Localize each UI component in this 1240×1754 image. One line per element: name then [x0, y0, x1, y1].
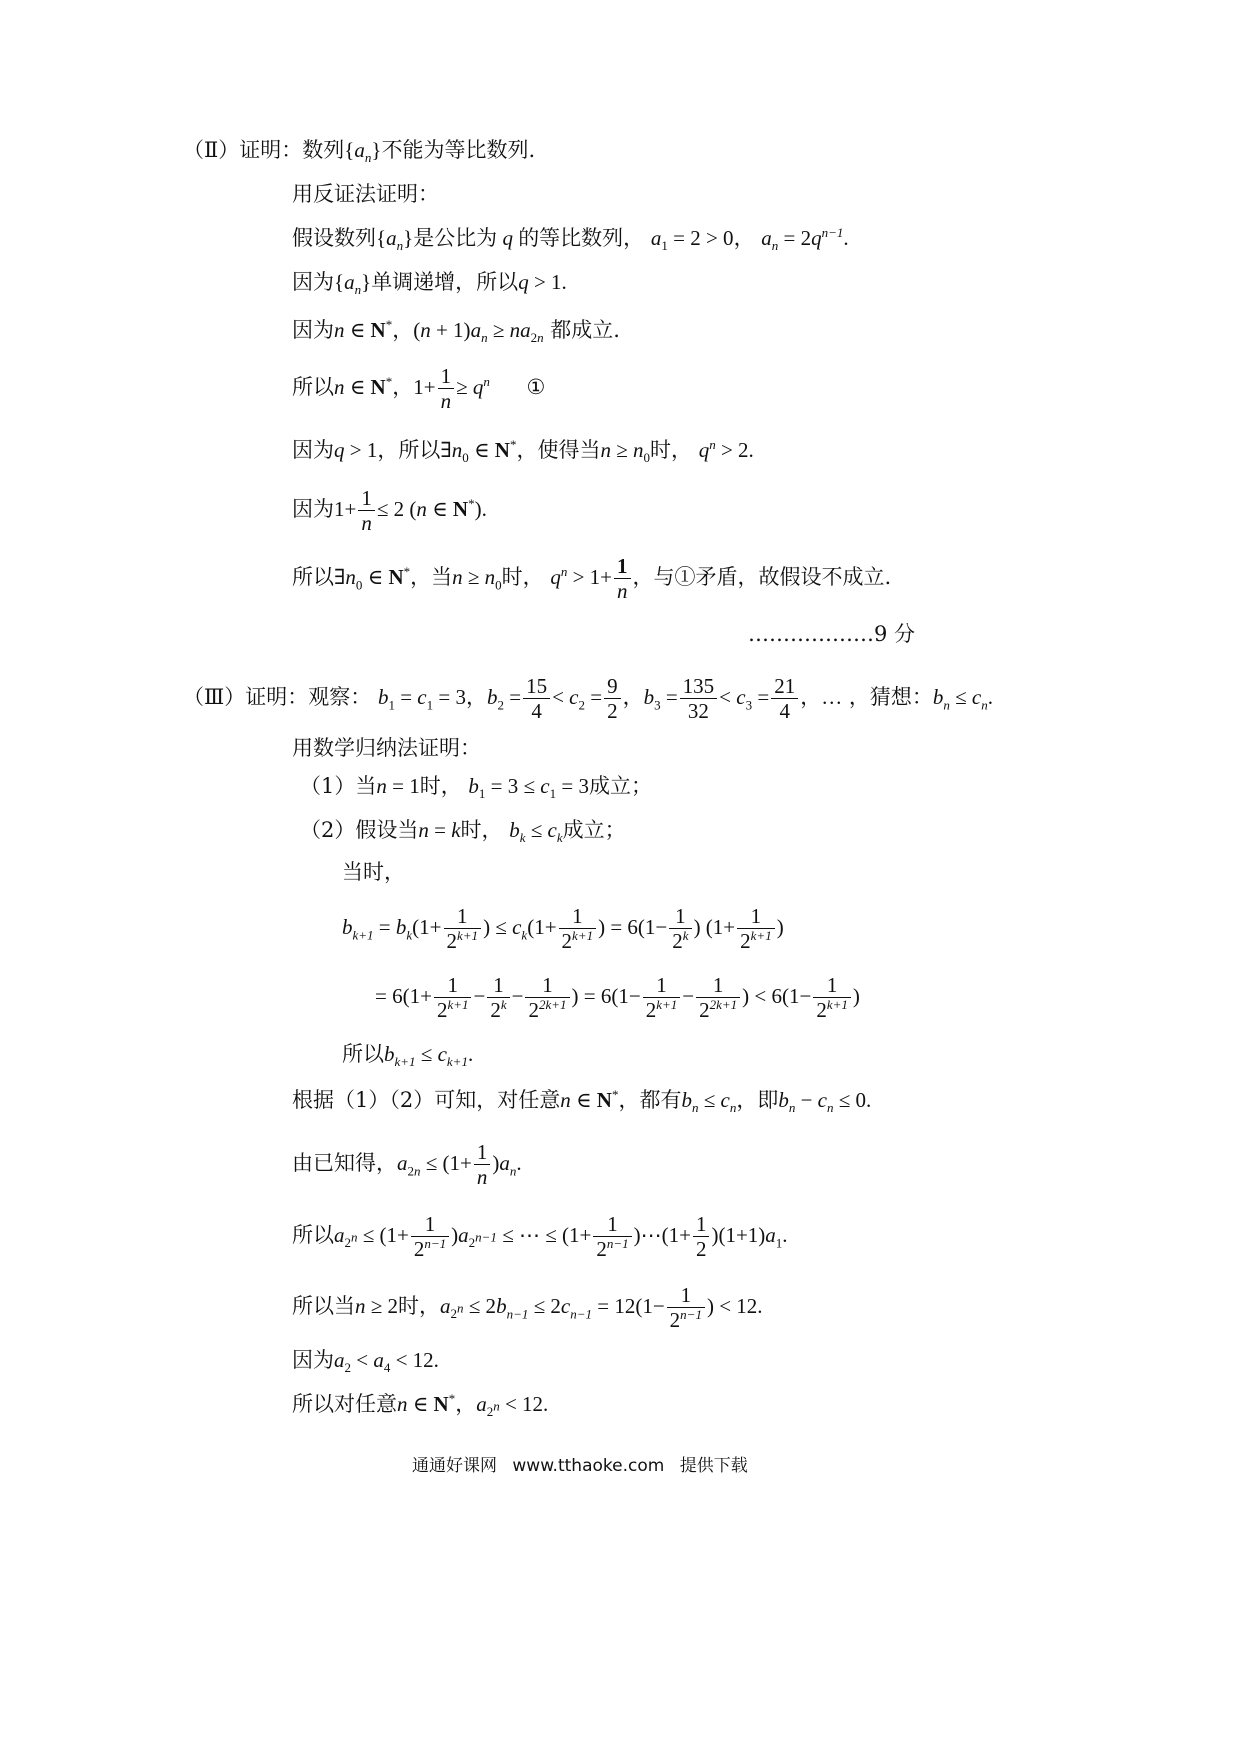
label: 根据 [292, 1088, 334, 1112]
final-line: 所以对任意n ∈ N*，$a_{2^n} < 12$. [292, 1391, 549, 1420]
label: ，当 [410, 565, 453, 590]
fraction: $\frac{1}{2^{2k+1}}$ [696, 973, 740, 1022]
label: 当 [355, 774, 377, 798]
a2a4-line: 因为$a_2 < a_4 < 12$. [292, 1348, 439, 1376]
label: 时， [650, 438, 692, 462]
label: 时， [398, 1294, 441, 1319]
label: ，都有 [618, 1088, 682, 1112]
label: 时， [419, 774, 462, 798]
label: 因为 [292, 318, 334, 342]
induction-method-line: 用数学归纳法证明： [292, 736, 481, 760]
label: 所以 [292, 565, 334, 590]
label: 因为 [292, 497, 334, 522]
label: 所以对任意 [292, 1392, 397, 1416]
label: 不能为等比数列. [381, 138, 536, 162]
label: 假设当 [355, 818, 419, 842]
part2-heading: （Ⅱ）证明：数列$\{a_n\}$不能为等比数列. [183, 138, 536, 166]
step2-line: （2）假设当n = k时， $b_k \le c_k$成立； [300, 818, 626, 846]
label: 都成立. [550, 318, 620, 342]
fraction: $\frac{1}{2^{n-1}}$ [667, 1283, 705, 1332]
fraction: $\frac{1}{2^{k+1}}$ [813, 973, 851, 1022]
exist-line: 因为q > 1，所以$\exists n_0$ ∈ N*，使得当$n \ge n_0$时， $q^n > 2$. [292, 437, 754, 466]
step1-line: （1）当n = 1时， $b_1 = 3 \le c_1 = 3$成立； [300, 774, 652, 802]
label: 的等比数列， [518, 226, 645, 250]
fraction: $\frac{1}{2^{k+1}}$ [434, 973, 472, 1022]
fraction: $\frac{1}{2^{2k+1}}$ [525, 973, 569, 1022]
fraction: $\frac{21}{4}$ [771, 674, 798, 723]
conc-line: 所以$b_{k+1} \le c_{k+1}$. [342, 1042, 474, 1070]
fraction: $\frac{1}{2^{k+1}}$ [643, 973, 681, 1022]
fraction: $\frac{1}{n}$ [438, 364, 455, 413]
label: 数列 [302, 138, 345, 162]
part-num: （Ⅱ） [183, 138, 240, 162]
assume-line: 假设数列$\{a_n\}$是公比为 q 的等比数列， $a_1 = 2 > 0$， $a_n = 2q^{n-1}$. [292, 225, 849, 254]
mono-line: 因为$\{a_n\}$单调递增，所以q > 1. [292, 270, 567, 298]
footer-url[interactable]: www.tthaoke.com [512, 1456, 665, 1476]
label: 所以 [292, 1223, 334, 1248]
ineq1-line: 所以n ∈ N*，1+ $\frac{1}{n}$ ≥ $q^n$ ① [292, 364, 546, 414]
score-line: ………………9 分 [748, 622, 916, 646]
label: ，即 [736, 1088, 779, 1112]
method-line: 用反证法证明： [292, 182, 439, 206]
label: 成立； [588, 774, 652, 798]
fraction: $\frac{1}{2^{k+1}}$ [737, 904, 775, 953]
label: 由已知得， [292, 1151, 397, 1176]
fraction: $\frac{135}{32}$ [680, 674, 718, 723]
step-num: （2） [300, 818, 356, 842]
label: ，使得当 [516, 438, 601, 462]
bound-line: 因为1+ $\frac{1}{n}$ ≤ 2 (n ∈ N*). [292, 486, 487, 536]
step-num: （1） [300, 774, 356, 798]
chain-line: 所以$a_{2^n} \le (1+$ $\frac{1}{2^{n-1}}$ )$a_{2^{n-1}}$ ≤ ⋯ ≤ (1+ $\frac{1}{2^{n-1}}$ )⋯(1+ $\frac{1}{2}$ )$(1+1)a_1$. [292, 1212, 788, 1262]
contra-line: 所以$\exists n_0$ ∈ N*，当$n \ge n_0$时， $q^n > 1+$ $\frac{1}{n}$ ，与①矛盾，故假设不成立. [292, 554, 892, 604]
label: ，猜想： [848, 685, 933, 710]
label: 所以 [342, 1042, 384, 1066]
part-num: （Ⅲ） [183, 685, 246, 710]
fraction: $\frac{9}{2}$ [604, 674, 621, 723]
known-line: 由已知得，$a_{2n} \le (1+$ $\frac{1}{n}$ )$a_n$. [292, 1140, 522, 1190]
fraction: $\frac{1}{n}$ [474, 1140, 491, 1189]
label: 证明：观察： [245, 685, 372, 710]
label: （2） [389, 1088, 435, 1112]
label: 时， [460, 818, 503, 842]
label: 因为 [292, 1348, 334, 1372]
when-line: 当时， [342, 860, 405, 884]
fraction: $\frac{1}{2^k}$ [487, 973, 509, 1022]
label: 所以 [292, 375, 334, 400]
fraction: $\frac{1}{2^{n-1}}$ [411, 1212, 449, 1261]
ge2-line: 所以当n ≥ 2时，$a_{2^n} \le 2b_{n-1} \le 2c_{n-1} = 12(1-$ $\frac{1}{2^{n-1}}$ ) < 12. [292, 1283, 763, 1333]
label: 可知，对任意 [434, 1088, 561, 1112]
label: 假设数列 [292, 226, 376, 250]
label: 成立； [562, 818, 626, 842]
part3-observe-line: （Ⅲ）证明：观察： $b_1 = c_1 = 3$，$b_2$ = $\frac{15}{4}$ < $c_2$ = $\frac{9}{2}$ ，$b_3$ = $\frac{135}{32}$ < $c_3$ = $\frac{21}{4}$ ，… ，猜想：$b_n \le c_n$. [183, 674, 993, 724]
ineq-line: 因为n ∈ N*，$(n + 1)a_n \ge na_{2n}$ 都成立. [292, 317, 620, 346]
fraction: $\frac{1}{n}$ [614, 554, 631, 603]
label: 所以 [398, 438, 441, 462]
fraction: $\frac{1}{2^{k+1}}$ [559, 904, 597, 953]
label: 因为 [292, 270, 334, 294]
footer-site-name: 通通好课网 [412, 1456, 497, 1476]
label: 证明： [239, 138, 303, 162]
fraction: $\frac{1}{n}$ [358, 486, 375, 535]
basis-line: 根据（1）（2）可知，对任意n ∈ N*，都有$b_n \le c_n$，即$b_n - c_n \le 0$. [292, 1087, 872, 1116]
circled-one: ① [526, 375, 546, 400]
eq1-line: $b_{k+1} = b_k(1+$ $\frac{1}{2^{k+1}}$ ) ≤ $c_k(1+$ $\frac{1}{2^{k+1}}$ ) = 6(1− $\frac{1}{2^k}$ ) (1+ $\frac{1}{2^{k+1}}$ ) [342, 904, 784, 954]
footer [412, 1458, 748, 1475]
fraction: $\frac{1}{2^k}$ [669, 904, 691, 953]
fraction: $\frac{15}{4}$ [523, 674, 550, 723]
fraction: $\frac{1}{2^{k+1}}$ [444, 904, 482, 953]
label: 时， [501, 565, 544, 590]
fraction: $\frac{1}{2^{n-1}}$ [593, 1212, 631, 1261]
fraction: $\frac{1}{2}$ [693, 1212, 710, 1261]
label: 是公比为 [413, 226, 498, 250]
label: ，与①矛盾，故假设不成立. [632, 565, 892, 590]
label: 单调递增，所以 [371, 270, 519, 294]
label: 所以当 [292, 1294, 355, 1319]
label: 因为 [292, 438, 334, 462]
footer-download: 提供下载 [679, 1456, 748, 1476]
label: （1） [334, 1088, 390, 1112]
eq2-line: = 6(1+ $\frac{1}{2^{k+1}}$ − $\frac{1}{2^k}$ − $\frac{1}{2^{2k+1}}$ ) = 6(1− $\frac{1}{2^{k+1}}$ − $\frac{1}{2^{2k+1}}$ ) < 6(1− $\frac{1}{2^{k+1}}$ ) [375, 973, 860, 1023]
